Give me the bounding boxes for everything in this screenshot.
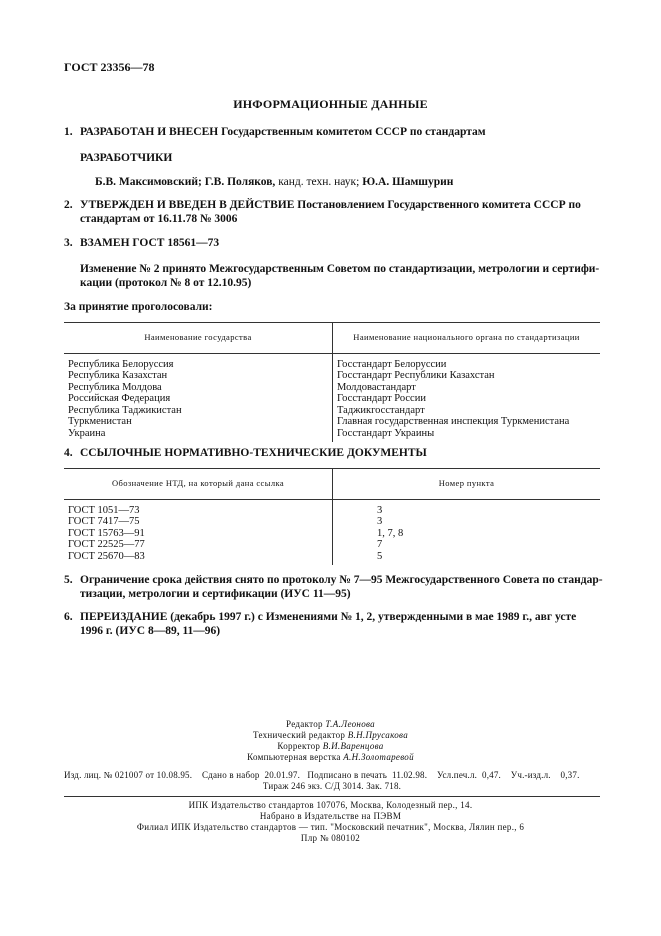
table-cell: Республика Казахстан bbox=[68, 370, 168, 381]
table-cell: Госстандарт Республики Казахстан bbox=[333, 370, 601, 382]
table-cell: 3 bbox=[333, 516, 601, 528]
change-note-line-1: Изменение № 2 принято Межгосударственным Советом по стандартизации, метрологии и сертифи- bbox=[80, 263, 600, 275]
table-cell: Молдовастандарт bbox=[333, 382, 601, 394]
credit-line bbox=[0, 719, 661, 730]
table-cell: Госстандарт Украины bbox=[333, 428, 601, 443]
table-row bbox=[64, 516, 600, 528]
table-cell: Республика Белоруссия bbox=[68, 358, 174, 370]
references-table bbox=[64, 468, 600, 565]
publisher-line: Филиал ИПК Издательство стандартов — тип. "Московский печатник", Москва, Лялин пер., 6 bbox=[136, 822, 525, 832]
table-header: Наименование национального органа по стандартизации bbox=[333, 323, 601, 354]
section-number: 2. bbox=[64, 199, 73, 211]
table-cell: Республика Таджикистан bbox=[68, 404, 182, 416]
section-5 bbox=[64, 573, 603, 587]
section-lead: УТВЕРЖДЕН И ВВЕДЕН В ДЕЙСТВИЕ bbox=[80, 199, 295, 211]
table-cell: ГОСТ 7417—75 bbox=[68, 516, 140, 527]
section-5-continuation: тизации, метрологии и сертификации (ИУС 11—95) bbox=[80, 588, 351, 600]
table-row bbox=[64, 528, 600, 540]
section-lead: ПЕРЕИЗДАНИЕ bbox=[80, 611, 168, 623]
table-row bbox=[64, 382, 600, 394]
credit-line bbox=[0, 741, 661, 752]
imprint-line: Изд. лиц. № 021007 от 10.08.95. Сдано в набор 20.01.97. Подписано в печать 11.02.98. Усл.печ.л. 0,47. Уч.-изд.л. 0,37. bbox=[64, 770, 580, 780]
table-header-row bbox=[64, 469, 600, 500]
table-row bbox=[64, 370, 600, 382]
section-number: 5. bbox=[64, 574, 73, 586]
publisher-line: Плр № 080102 bbox=[300, 833, 361, 843]
section-text: Ограничение срока действия снято по протоколу № 7—95 Межгосударственного Совета по стандар- bbox=[80, 574, 603, 586]
developer-degree: канд. техн. наук; bbox=[278, 176, 360, 188]
table-header: Обозначение НТД, на который дана ссылка bbox=[64, 469, 333, 500]
table-cell: Туркменистан bbox=[68, 416, 132, 427]
section-number: 6. bbox=[64, 611, 73, 623]
publisher-line: ИПК Издательство стандартов 107076, Москва, Колодезный пер., 14. bbox=[188, 800, 473, 810]
imprint-block bbox=[64, 770, 600, 792]
section-2-continuation: стандартам от 16.11.78 № 3006 bbox=[80, 213, 238, 225]
credit-role: Корректор bbox=[277, 741, 321, 751]
section-4 bbox=[64, 446, 427, 460]
credit-name: В.И.Варенцова bbox=[322, 741, 384, 751]
section-lead: РАЗРАБОТАН И ВНЕСЕН bbox=[80, 126, 219, 138]
section-number: 1. bbox=[64, 126, 73, 138]
table-row bbox=[64, 405, 600, 417]
table-cell: ГОСТ 25670—83 bbox=[68, 550, 145, 562]
section-number: 4. bbox=[64, 447, 73, 459]
table-cell: Таджикгосстандарт bbox=[333, 405, 601, 417]
credit-role: Редактор bbox=[286, 719, 323, 729]
table-cell: Украина bbox=[68, 427, 106, 439]
table-row bbox=[64, 416, 600, 428]
divider bbox=[64, 796, 600, 797]
table-row bbox=[64, 539, 600, 551]
table-header: Наименование государства bbox=[64, 323, 333, 354]
table-cell: 1, 7, 8 bbox=[333, 528, 601, 540]
credit-line bbox=[0, 752, 661, 763]
page-title: ИНФОРМАЦИОННЫЕ ДАННЫЕ bbox=[233, 97, 428, 111]
credit-line bbox=[0, 730, 661, 741]
change-note-line-2: кации (протокол № 8 от 12.10.95) bbox=[80, 277, 252, 289]
credit-name: Т.А.Леонова bbox=[325, 719, 375, 729]
table-header-row bbox=[64, 323, 600, 354]
table-cell: Республика Молдова bbox=[68, 381, 162, 393]
table-cell: 5 bbox=[333, 551, 601, 566]
section-text: (декабрь 1997 г.) с Изменениями № 1, 2, утвержденными в мае 1989 г., авг усте bbox=[170, 611, 577, 623]
section-text: Постановлением Государственного комитета СССР по bbox=[297, 199, 581, 211]
table-cell: Российская Федерация bbox=[68, 393, 171, 404]
publisher-line: Набрано в Издательстве на ПЭВМ bbox=[259, 811, 402, 821]
credit-name: А.Н.Золотаревой bbox=[343, 752, 414, 762]
publisher-block bbox=[0, 800, 661, 844]
section-number: 3. bbox=[64, 237, 73, 249]
section-text: ССЫЛОЧНЫЕ НОРМАТИВНО-ТЕХНИЧЕСКИЕ ДОКУМЕНТЫ bbox=[80, 447, 427, 459]
table-cell: ГОСТ 1051—73 bbox=[68, 504, 140, 516]
voted-label: За принятие проголосовали: bbox=[64, 301, 213, 313]
credit-role: Технический редактор bbox=[253, 730, 346, 740]
standard-code: ГОСТ 23356—78 bbox=[64, 60, 155, 74]
table-cell: Госстандарт России bbox=[333, 393, 601, 405]
credit-role: Компьютерная верстка bbox=[247, 752, 341, 762]
developer-names: Б.В. Максимовский; Г.В. Поляков, bbox=[95, 176, 276, 188]
developers-list bbox=[95, 175, 453, 189]
table-cell: Главная государственная инспекция Туркменистана bbox=[333, 416, 601, 428]
section-2 bbox=[64, 198, 581, 212]
developer-name: Ю.А. Шамшурин bbox=[362, 176, 454, 188]
table-row bbox=[64, 499, 600, 516]
states-table bbox=[64, 322, 600, 442]
table-header: Номер пункта bbox=[333, 469, 601, 500]
section-6 bbox=[64, 610, 576, 624]
table-cell: 7 bbox=[333, 539, 601, 551]
section-text: Государственным комитетом СССР по стандартам bbox=[221, 126, 486, 138]
table-cell: 3 bbox=[333, 499, 601, 516]
table-row bbox=[64, 353, 600, 370]
table-row bbox=[64, 393, 600, 405]
developers-label: РАЗРАБОТЧИКИ bbox=[80, 152, 173, 164]
table-cell: Госстандарт Белоруссии bbox=[333, 353, 601, 370]
credit-name: В.Н.Прусакова bbox=[347, 730, 408, 740]
credits-block bbox=[0, 719, 661, 763]
section-text: ВЗАМЕН ГОСТ 18561—73 bbox=[80, 237, 220, 249]
table-row bbox=[64, 551, 600, 566]
table-cell: ГОСТ 15763—91 bbox=[68, 527, 145, 539]
section-6-continuation: 1996 г. (ИУС 8—89, 11—96) bbox=[80, 625, 221, 637]
section-1 bbox=[64, 125, 486, 139]
table-row bbox=[64, 428, 600, 443]
imprint-line: Тираж 246 экз. С/Д 3014. Зак. 718. bbox=[262, 781, 402, 791]
section-3 bbox=[64, 236, 219, 250]
table-cell: ГОСТ 22525—77 bbox=[68, 539, 145, 550]
